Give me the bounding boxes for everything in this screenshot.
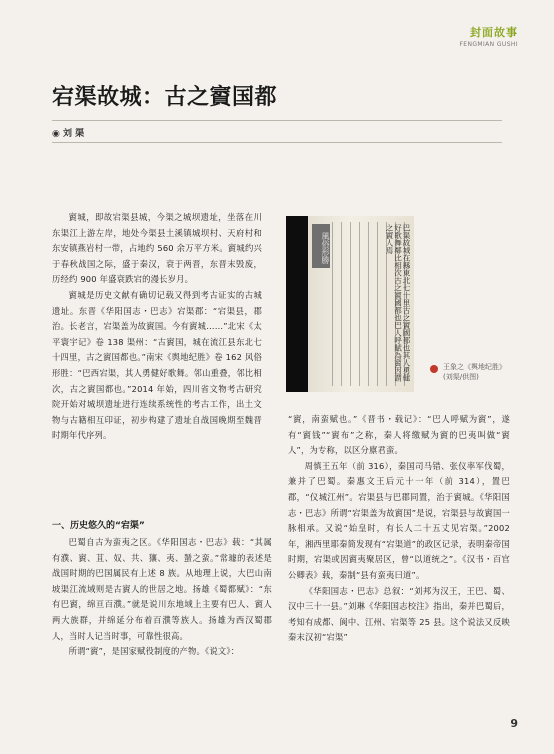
left-column-bottom xyxy=(52,518,272,660)
paragraph: 所谓“賨”，是国家赋役制度的产物。《说文》： xyxy=(68,646,240,657)
section-name-en: FENGMIAN GUSHI xyxy=(459,41,518,48)
page-number: 9 xyxy=(510,717,518,730)
section-header xyxy=(459,24,518,48)
photo-caption: 王象之《舆地纪胜》(刘渠/供图) xyxy=(443,363,506,381)
book-text: 巴渠故城在縣東北七十里古之賨國都也其人勇健好歌舞鄰比相次古之賨國都也巴人呼賦為賨因謂之賨人焉 xyxy=(385,224,411,382)
paragraph: 賨城是历史文献有确切记载又得到考古证实的古城遗址。东晋《华阳国志・巴志》宕渠郡：“宕渠县，郡治。长老言，宕渠盖为故賨国。今有賨城……”北宋《太平寰宇记》卷 138 渠州：“古賨国，城在流江县东北七十四里，古之賨国都也。”南宋《舆地纪胜》卷 162 风俗形胜：“巴西宕渠，其人勇健好歌舞。邻山重叠，邻比相次，古之賨国都也。”2014 年始，四川省文物考古研究院开始对城坝遗址进行连续系统性的考古工作，出土文物与古籍相互印证，初步构建了遗址自战国晚期至魏晋时期年代序列。 xyxy=(52,289,262,441)
paragraph: “賨，南蛮赋也。”《晋书・载记》：“巴人呼赋为賨”，遂有“賨钱”“賨布”之称，秦人将缴赋为賨的巴夷叫做“賨人”，为专称，以区分廪君蛮。 xyxy=(288,414,510,456)
book-page xyxy=(308,216,414,392)
divider-top xyxy=(52,120,502,121)
left-column-top xyxy=(52,210,272,444)
book-label: 風俗形勝 xyxy=(312,224,330,268)
paragraph: 賨城，即故宕渠县城，今渠之城坝遗址，坐落在川东渠江上游左岸，地处今渠县土溪镇城坝村、天府村和东安镇燕岩村一带，占地约 560 余万平方米。賨城约兴于春秋战国之际，盛于秦汉，衰于两晋，东晋末毁废，历经约 900 年盛衰跌宕的漫长岁月。 xyxy=(52,212,262,285)
paragraph: 周慎王五年（前 316），秦国司马错、张仪率军伐蜀，兼并了巴蜀。秦惠文王后元十一年（前 314），置巴郡，“仪城江州”。宕渠县与巴郡同置，治于賨城。《华阳国志・巴志》所谓“宕渠盖为故賨国”是说，宕渠县与故賨国一脉相承。又说“始皇时，有长人二十五丈见宕渠。”2002 年，湘西里耶秦简发现有“宕渠道”的政区记录，表明秦帝国时期，宕渠或因賨夷聚居区，曾“以道统之”。《汉书・百官公卿表》载，秦制“县有蛮夷曰道”。 xyxy=(288,460,510,580)
right-column xyxy=(288,412,510,646)
section-name-cn: 封面故事 xyxy=(470,26,518,39)
article-title: 宕渠故城：古之賨国都 xyxy=(52,84,278,110)
book-spine xyxy=(286,216,308,392)
section-heading: 一、历史悠久的“宕渠” xyxy=(52,521,145,531)
divider-bottom xyxy=(52,142,502,143)
caption-bullet-icon xyxy=(430,365,438,373)
ancient-book-photo xyxy=(286,216,414,392)
author-line: ◉ 刘 渠 xyxy=(52,129,85,139)
paragraph: 巴蜀自古为蛮夷之区。《华阳国志・巴志》载：“其属有濮、賨、苴、奴、共、獽、夷、蜑之蛮。”常璩的表述是战国时期的巴国属民有上述 8 族。从地理上说，大巴山南坡渠江流域则是古賨人的世居之地。扬雄《蜀都赋》：“东有巴賨，绵亘百濮。”就是说川东地域上主要有巴人、賨人两大族群，并绵延分布着百濮等族人。扬雄为西汉蜀郡人，当时人记当时事，可靠性很高。 xyxy=(52,537,272,641)
paragraph: 《华阳国志・巴志》总叙：“刘邦为汉王，王巴、蜀、汉中三十一县。”刘琳《华阳国志校注》指出，秦并巴蜀后，考知有成都、阆中、江州、宕渠等 25 县。这个说法又反映秦末汉初“宕渠” xyxy=(288,585,510,643)
